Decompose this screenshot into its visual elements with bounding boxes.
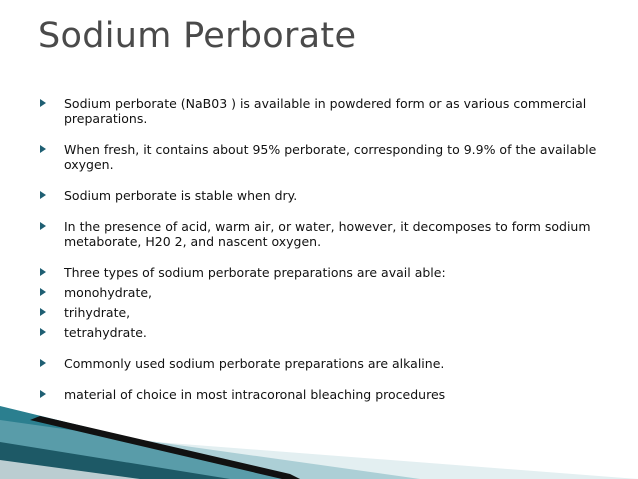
bullet-item [40,265,620,280]
bullet-item [40,219,620,249]
bullet-text: material of choice in most intracoronal bleaching procedures [64,387,446,402]
bullet-arrow-icon [40,308,46,316]
bullet-arrow-icon [40,191,46,199]
decorative-swoosh [0,390,638,479]
bullet-item [40,305,620,320]
bullet-text: trihydrate, [64,305,131,320]
bullet-item [40,285,620,300]
bullet-item [40,96,620,126]
bullet-arrow-icon [40,222,46,230]
bullet-text: Sodium perborate (NaB03 ) is available in powdered form or as various commercial preparations. [64,96,587,126]
bullet-arrow-icon [40,288,46,296]
bullet-arrow-icon [40,99,46,107]
bullet-text: In the presence of acid, warm air, or water, however, it decomposes to form sodium metaborate, H20 2, and nascent oxygen. [64,219,591,249]
bullet-text: When fresh, it contains about 95% perborate, corresponding to 9.9% of the available oxygen. [64,142,597,172]
bullet-item [40,142,620,172]
bullet-text: tetrahydrate. [64,325,147,340]
bullet-arrow-icon [40,328,46,336]
bullet-text: Three types of sodium perborate preparations are avail able: [64,265,446,280]
slide-title: Sodium Perborate [38,16,357,56]
bullet-item [40,188,620,203]
bullet-arrow-icon [40,145,46,153]
bullet-text: Commonly used sodium perborate preparations are alkaline. [64,356,445,371]
bullet-list [40,96,620,402]
bullet-item [40,356,620,371]
bullet-text: Sodium perborate is stable when dry. [64,188,298,203]
bullet-text: monohydrate, [64,285,153,300]
bullet-arrow-icon [40,268,46,276]
bullet-item [40,325,620,340]
bullet-arrow-icon [40,359,46,367]
